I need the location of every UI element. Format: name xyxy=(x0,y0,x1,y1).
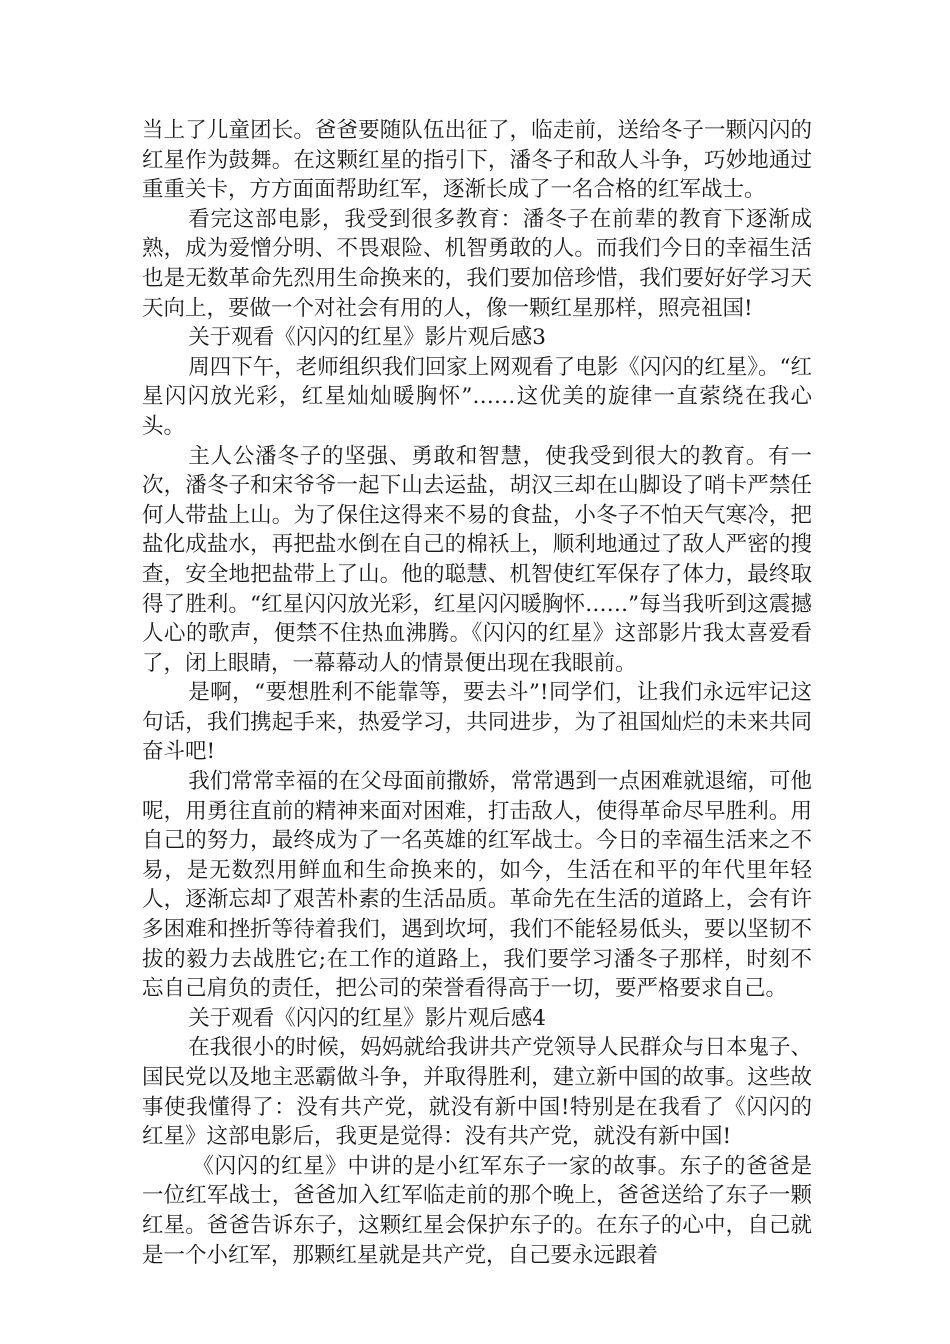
section-heading-3: 关于观看《闪闪的红星》影片观后感3 xyxy=(188,325,546,351)
paragraph-happiness: 我们常常幸福的在父母面前撒娇，常常遇到一点困难就退缩，可他呢，用勇往直前的精神来面对困难，打击敌人，使得革命尽早胜利。用自己的努力，最终成为了一名英雄的红军战士。今日的幸福生活来之不易，是无数烈用鲜血和生命换来的，如今，生活在和平的年代里年轻人，逐渐忘却了艰苦朴素的生活品质。革命先在生活的道路上，会有许多困难和挫折等待着我们，遇到坎坷，我们不能轻易低头，要以坚韧不拔的毅力去战胜它;在工作的道路上，我们要学习潘冬子那样，时刻不忘自己肩负的责任，把公司的荣誉看得高于一切，要严格要求自己。 xyxy=(142,769,812,1002)
paragraph-continuation: 当上了儿童团长。爸爸要随队伍出征了，临走前，送给冬子一颗闪闪的红星作为鼓舞。在这颗红星的指引下，潘冬子和敌人斗争，巧妙地通过重重关卡，方方面面帮助红军，逐渐长成了一名合格的红军战士。 xyxy=(142,118,812,203)
paragraph-thursday: 周四下午，老师组织我们回家上网观看了电影《闪闪的红星》。“红星闪闪放光彩，红星灿灿暖胸怀”……这优美的旋律一直萦绕在我心头。 xyxy=(142,354,812,439)
paragraph-reflection: 看完这部电影，我受到很多教育：潘冬子在前辈的教育下逐渐成熟，成为爱憎分明、不畏艰险、机智勇敢的人。而我们今日的幸福生活也是无数革命先烈用生命换来的，我们要加倍珍惜，我们要好好学习天天向上，要做一个对社会有用的人，像一颗红星那样，照亮祖国! xyxy=(142,206,812,321)
paragraph-call-to-action: 是啊，“要想胜利不能靠等，要去斗”!同学们，让我们永远牢记这句话，我们携起手来，热爱学习，共同进步，为了祖国灿烂的未来共同奋斗吧! xyxy=(142,680,812,765)
paragraph-protagonist: 主人公潘冬子的坚强、勇敢和智慧，使我受到很大的教育。有一次，潘冬子和宋爷爷一起下山去运盐，胡汉三却在山脚设了哨卡严禁任何人带盐上山。为了保住这得来不易的食盐，小冬子不怕天气寒冷，把盐化成盐水，再把盐水倒在自己的棉袄上，顺利地通过了敌人严密的搜查，安全地把盐带上了山。他的聪慧、机智使红军保存了体力，最终取得了胜利。“红星闪闪放光彩，红星闪闪暖胸怀……”每当我听到这震撼人心的歌声，便禁不住热血沸腾。《闪闪的红星》这部影片我太喜爱看了，闭上眼睛，一幕幕动人的情景便出现在我眼前。 xyxy=(142,443,812,676)
paragraph-childhood: 在我很小的时候，妈妈就给我讲共产党领导人民群众与日本鬼子、国民党以及地主恶霸做斗争，并取得胜利，建立新中国的故事。这些故事使我懂得了：没有共产党，就没有新中国!特别是在我看了《闪闪的红星》这部电影后，我更是觉得：没有共产党，就没有新中国! xyxy=(142,1035,812,1150)
paragraph-story: 《闪闪的红星》中讲的是小红军东子一家的故事。东子的爸爸是一位红军战士，爸爸加入红军临走前的那个晚上，爸爸送给了东子一颗红星。爸爸告诉东子，这颗红星会保护东子的。在东子的心中，自己就是一个小红军，那颗红星就是共产党，自己要永远跟着 xyxy=(142,1153,812,1268)
section-heading-4: 关于观看《闪闪的红星》影片观后感4 xyxy=(188,1005,546,1031)
document-body xyxy=(142,116,812,1270)
